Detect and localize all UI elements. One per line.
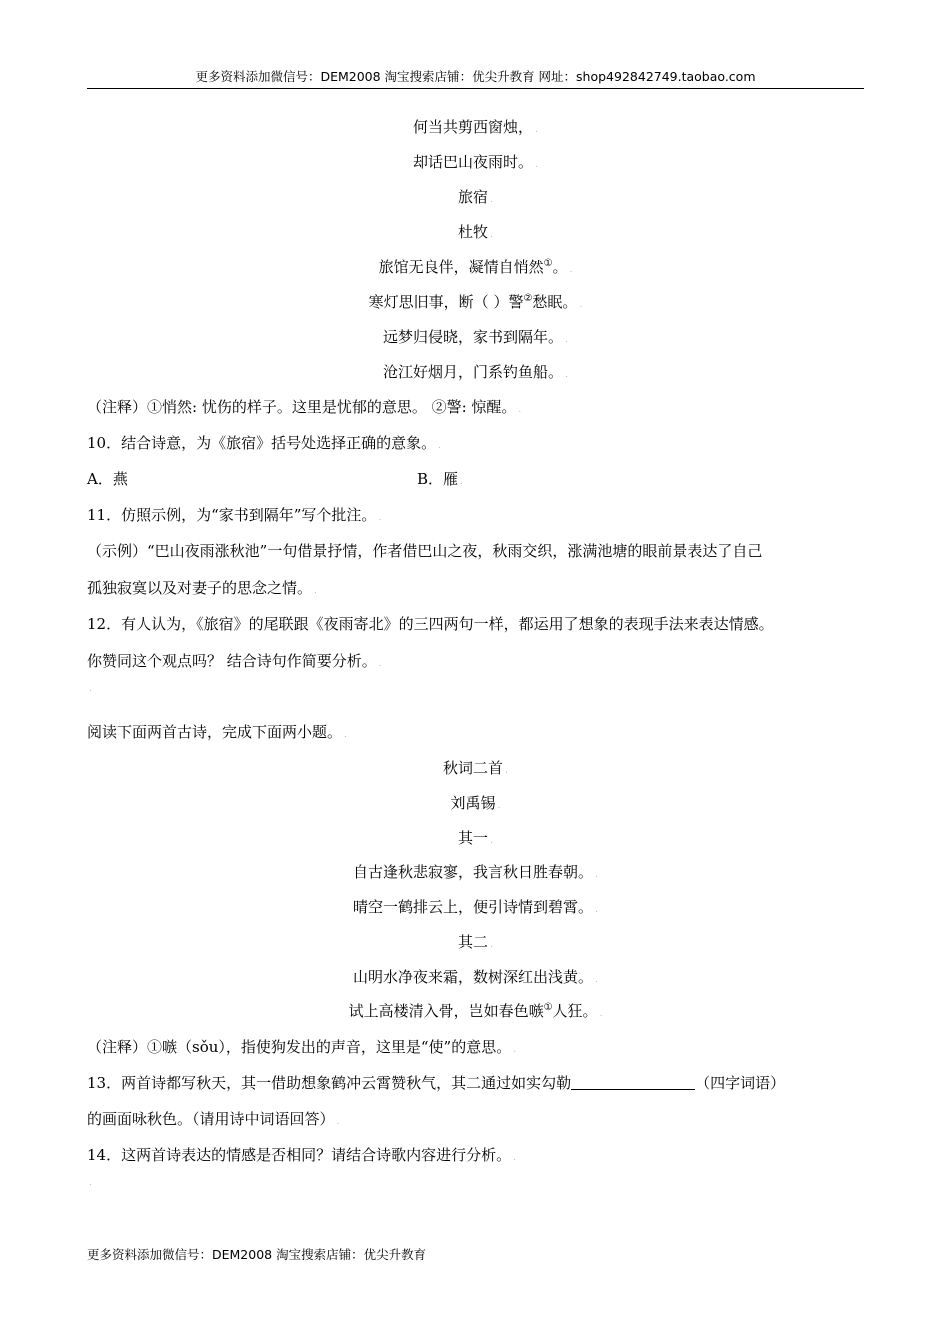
question-10: 10．结合诗意，为《旅宿》括号处选择正确的意象。 . bbox=[87, 434, 441, 452]
question-11: 11．仿照示例，为“家书到隔年”写个批注。 . bbox=[87, 506, 382, 524]
annotation: （注释）①嗾（sǒu），指使狗发出的声音，这里是“使”的意思。 . bbox=[87, 1038, 517, 1056]
poem-line: 自古逢秋悲寂寥，我言秋日胜春朝。 . bbox=[353, 863, 598, 881]
page-header: 更多资料添加微信号：DEM2008 淘宝搜索店铺：优尖升教育 网址：shop492842749.taobao.com bbox=[87, 68, 864, 89]
annotation: （注释）①悄然: 忧伤的样子。这里是忧郁的意思。 ②警: 惊醒。 . bbox=[87, 398, 522, 416]
section-intro: 阅读下面两首古诗，完成下面两小题。 . bbox=[87, 723, 347, 741]
poem-line: 晴空一鹤排云上，便引诗情到碧霄。 . bbox=[353, 898, 598, 916]
poem-author: 杜牧 . bbox=[458, 223, 493, 241]
question-14: 14．这两首诗表达的情感是否相同？请结合诗歌内容进行分析。 . bbox=[87, 1146, 516, 1164]
question-13: 的画面咏秋色。（请用诗中词语回答） . bbox=[87, 1110, 340, 1128]
poem-title: 旅宿 . bbox=[458, 188, 493, 206]
option-a: A．燕 bbox=[87, 470, 128, 488]
poem-text: 却话巴山夜雨时。 bbox=[413, 153, 534, 171]
poem-text: 何当共剪西窗烛， bbox=[413, 118, 534, 136]
example-text: 孤独寂寞以及对妻子的思念之情。 . bbox=[87, 579, 317, 597]
page-footer: 更多资料添加微信号：DEM2008 淘宝搜索店铺：优尖升教育 bbox=[87, 1247, 427, 1262]
option-b: B．雁 . bbox=[417, 470, 463, 488]
poem-line: 寒灯思旧事，断（ ）警②愁眠。 . bbox=[368, 293, 583, 311]
poem-line: 何当共剪西窗烛， . bbox=[413, 118, 538, 136]
poem-line: 旅馆无良伴，凝情自悄然①。 . bbox=[378, 258, 573, 276]
answer-space: . bbox=[89, 1178, 92, 1188]
poem-line: 试上高楼清入骨，岂如春色嗾①人狂。 . bbox=[348, 1002, 603, 1020]
poem-line: 沧江好烟月，门系钓鱼船。 . bbox=[383, 363, 568, 381]
answer-space: . bbox=[89, 684, 92, 694]
question-13: 13．两首诗都写秋天，其一借助想象鹤冲云霄赞秋气，其二通过如实勾勒 （四字词语） bbox=[87, 1074, 786, 1092]
poem-line: 远梦归侵晓，家书到隔年。 . bbox=[383, 328, 568, 346]
poem-title: 秋词二首 . bbox=[443, 759, 508, 777]
answer-blank[interactable] bbox=[571, 1073, 695, 1090]
poem-author: 刘禹锡 . bbox=[450, 794, 501, 812]
question-12: 12．有人认为，《旅宿》的尾联跟《夜雨寄北》的三四两句一样，都运用了想象的表现手法来表达情感。 bbox=[87, 615, 774, 633]
poem-part-heading: 其一 . bbox=[458, 829, 493, 847]
poem-line: 却话巴山夜雨时。 . bbox=[413, 153, 538, 171]
question-12: 你赞同这个观点吗？ 结合诗句作简要分析。 . bbox=[87, 652, 382, 670]
poem-part-heading: 其二 . bbox=[458, 933, 493, 951]
example-text: （示例）“巴山夜雨涨秋池”一句借景抒情，作者借巴山之夜，秋雨交织，涨满池塘的眼前景表达了自己 bbox=[87, 542, 763, 560]
poem-line: 山明水净夜来霜，数树深红出浅黄。 . bbox=[353, 968, 598, 986]
